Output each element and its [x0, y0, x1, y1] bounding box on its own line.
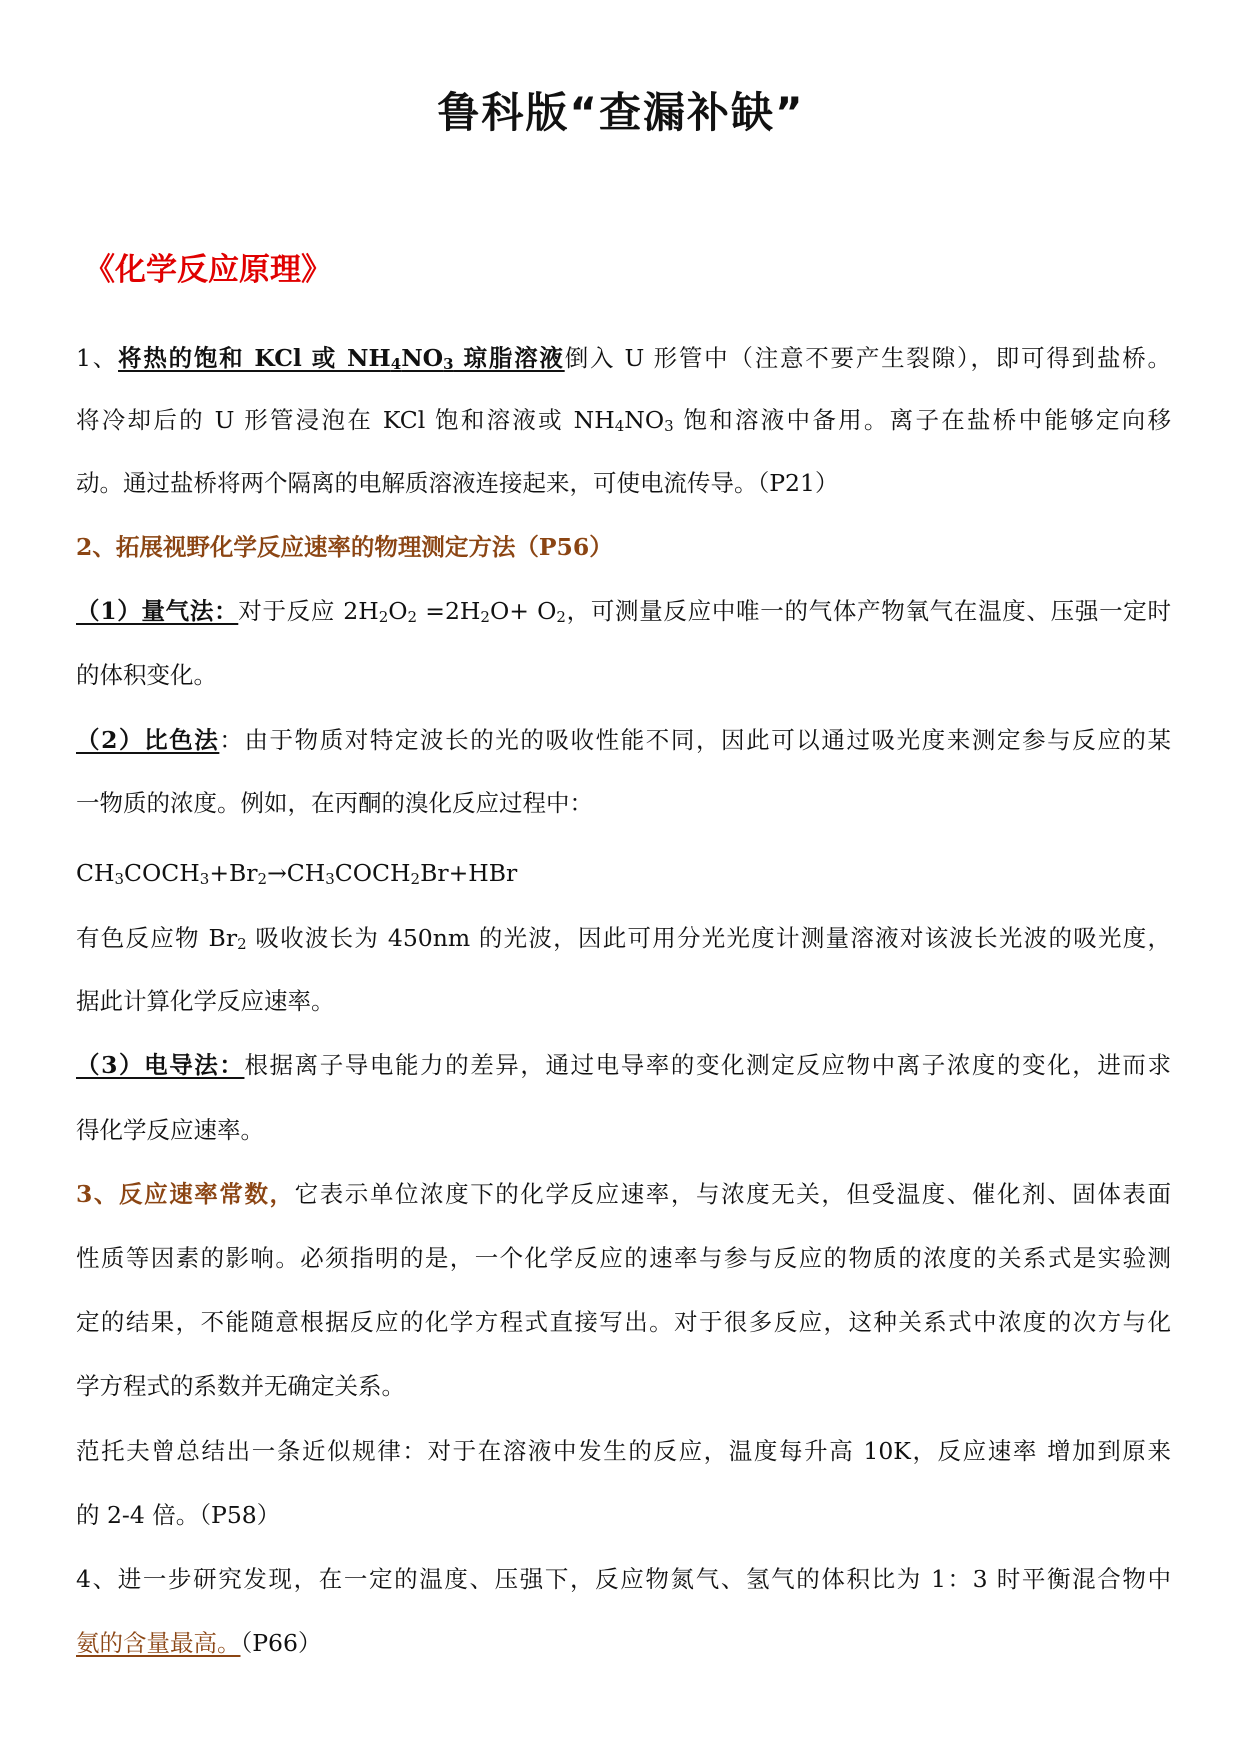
method1-line1: （1）量气法：对于反应 $2H_2O_2 =2H_2O+ O_2$，可测量反应中唯一的气体产物氧气在温度、压强一定时 — [76, 597, 1171, 626]
item3-line2: 性质等因素的影响。必须指明的是，一个化学反应的速率与参与反应的物质的浓度的关系式是实验测 — [76, 1244, 1171, 1272]
item2-heading: 2、拓展视野化学反应速率的物理测定方法（P56） — [76, 533, 613, 561]
document-title: 鲁科版“查漏补缺” — [437, 88, 805, 137]
method2-line4: 有色反应物 $Br_2$ 吸收波长为 450nm 的光波，因此可用分光光度计测量溶液对该波长光波的吸光度， — [76, 924, 1171, 953]
item1-bold-phrase: 将热的饱和 KCl 或 $NH_4NO_3$ 琼脂溶液 — [118, 344, 565, 373]
item1-line3: 动。通过盐桥将两个隔离的电解质溶液连接起来，可使电流传导。（P21） — [76, 469, 839, 497]
item3-line5: 范托夫曾总结出一条近似规律：对于在溶液中发生的反应，温度每升高 10K，反应速率 增加到原来 — [76, 1437, 1171, 1465]
item3-line4: 学方程式的系数并无确定关系。 — [76, 1372, 405, 1400]
method2-line1: （2）比色法：由于物质对特定波长的光的吸收性能不同，因此可以通过吸光度来测定参与反应的某 — [76, 726, 1171, 754]
item4-line1: 4、进一步研究发现，在一定的温度、压强下，反应物氮气、氢气的体积比为 1：3 时平衡混合物中 — [76, 1565, 1171, 1593]
method2-line2: 一物质的浓度。例如，在丙酮的溴化反应过程中： — [76, 789, 593, 817]
method3-line2: 得化学反应速率。 — [76, 1116, 264, 1144]
method2-line5: 据此计算化学反应速率。 — [76, 987, 335, 1015]
item1-number: 1、 — [76, 344, 119, 372]
item3-line1: 3、反应速率常数，它表示单位浓度下的化学反应速率，与浓度无关，但受温度、催化剂、固体表面 — [76, 1180, 1172, 1208]
item4-highlight: 氨的含量最高。 — [76, 1629, 241, 1657]
item4-line2: 氨的含量最高。（P66） — [76, 1629, 322, 1657]
method1-line2: 的体积变化。 — [76, 661, 217, 689]
method2-label: （2）比色法 — [76, 726, 220, 754]
item1-text: 倒入 U 形管中（注意不要产生裂隙），即可得到盐桥。 — [564, 344, 1172, 372]
item3-line6: 的 2-4 倍。（P58） — [76, 1501, 281, 1529]
method3-label: （3）电导法： — [76, 1051, 245, 1079]
item3-line3: 定的结果，不能随意根据反应的化学方程式直接写出。对于很多反应，这种关系式中浓度的次方与化 — [76, 1308, 1171, 1336]
chemical-equation: $CH_3COCH_3+Br_2\to CH_3COCH_2Br+HBr$ — [76, 859, 518, 888]
method1-label: （1）量气法： — [76, 597, 239, 625]
method3-line1: （3）电导法：根据离子导电能力的差异，通过电导率的变化测定反应物中离子浓度的变化，进而求 — [76, 1051, 1171, 1079]
item1-line1 — [76, 341, 1171, 375]
section-title: 《化学反应原理》 — [84, 252, 332, 288]
item3-label: 3、反应速率常数， — [76, 1180, 295, 1208]
item1-line2: 将冷却后的 U 形管浸泡在 KCl 饱和溶液或 $NH_4NO_3$ 饱和溶液中备用。离子在盐桥中能够定向移 — [76, 406, 1171, 435]
